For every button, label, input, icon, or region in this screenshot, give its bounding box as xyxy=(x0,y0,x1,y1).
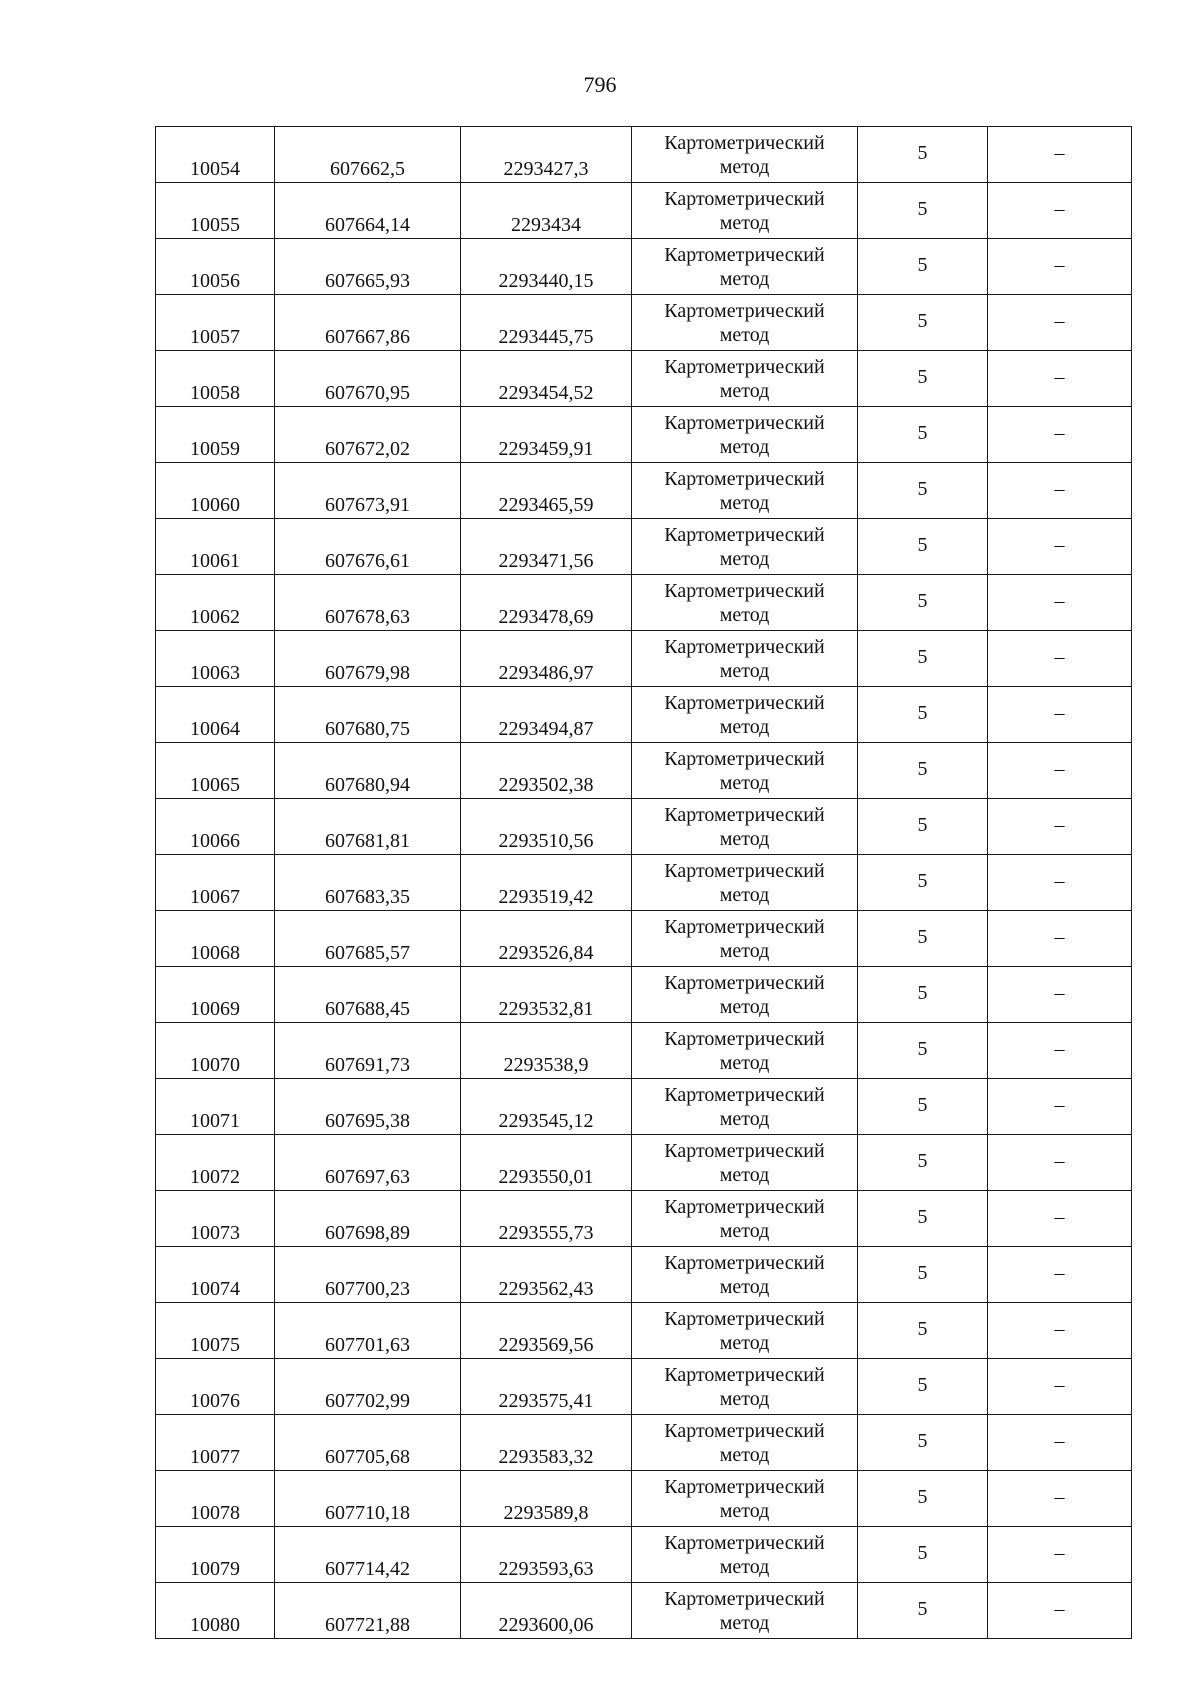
x-coordinate-cell: 607698,89 xyxy=(275,1191,461,1247)
x-coordinate-cell: 607664,14 xyxy=(275,183,461,239)
note-cell: – xyxy=(988,295,1132,351)
method-line-2: метод xyxy=(719,659,770,682)
error-cell: 5 xyxy=(858,351,988,407)
method-line-1: Картометрический xyxy=(664,915,825,938)
error-cell: 5 xyxy=(858,799,988,855)
method-line-2: метод xyxy=(719,883,770,906)
method-line-1: Картометрический xyxy=(664,1419,825,1442)
table-row xyxy=(156,239,1132,295)
method-cell xyxy=(632,1079,858,1135)
note-cell: – xyxy=(988,799,1132,855)
method-line-1: Картометрический xyxy=(664,971,825,994)
method-cell xyxy=(632,575,858,631)
table-row xyxy=(156,631,1132,687)
y-coordinate-cell: 2293440,15 xyxy=(461,239,632,295)
note-cell: – xyxy=(988,407,1132,463)
note-cell: – xyxy=(988,351,1132,407)
method-line-2: метод xyxy=(719,1107,770,1130)
error-cell: 5 xyxy=(858,911,988,967)
point-number-cell: 10077 xyxy=(156,1415,275,1471)
error-cell: 5 xyxy=(858,575,988,631)
point-number-cell: 10071 xyxy=(156,1079,275,1135)
method-cell xyxy=(632,1415,858,1471)
method-line-2: метод xyxy=(719,435,770,458)
point-number-cell: 10078 xyxy=(156,1471,275,1527)
table-row xyxy=(156,687,1132,743)
method-line-2: метод xyxy=(719,155,770,178)
x-coordinate-cell: 607662,5 xyxy=(275,127,461,183)
x-coordinate-cell: 607670,95 xyxy=(275,351,461,407)
method-cell xyxy=(632,631,858,687)
x-coordinate-cell: 607700,23 xyxy=(275,1247,461,1303)
x-coordinate-cell: 607688,45 xyxy=(275,967,461,1023)
point-number-cell: 10066 xyxy=(156,799,275,855)
note-cell: – xyxy=(988,1583,1132,1639)
error-cell: 5 xyxy=(858,855,988,911)
error-cell: 5 xyxy=(858,1191,988,1247)
method-line-1: Картометрический xyxy=(664,1587,825,1610)
method-line-1: Картометрический xyxy=(664,579,825,602)
table-row xyxy=(156,911,1132,967)
method-line-1: Картометрический xyxy=(664,187,825,210)
error-cell: 5 xyxy=(858,1583,988,1639)
table-row xyxy=(156,1079,1132,1135)
point-number-cell: 10073 xyxy=(156,1191,275,1247)
method-cell xyxy=(632,1023,858,1079)
point-number-cell: 10072 xyxy=(156,1135,275,1191)
table-row xyxy=(156,463,1132,519)
error-cell: 5 xyxy=(858,127,988,183)
method-line-2: метод xyxy=(719,1163,770,1186)
method-line-1: Картометрический xyxy=(664,1251,825,1274)
error-cell: 5 xyxy=(858,967,988,1023)
method-cell xyxy=(632,799,858,855)
method-line-2: метод xyxy=(719,715,770,738)
method-line-2: метод xyxy=(719,1387,770,1410)
table-row xyxy=(156,743,1132,799)
coordinates-table-body xyxy=(156,127,1132,1639)
table-row xyxy=(156,1135,1132,1191)
error-cell: 5 xyxy=(858,1303,988,1359)
y-coordinate-cell: 2293510,56 xyxy=(461,799,632,855)
error-cell: 5 xyxy=(858,1527,988,1583)
y-coordinate-cell: 2293502,38 xyxy=(461,743,632,799)
note-cell: – xyxy=(988,1303,1132,1359)
table-row xyxy=(156,127,1132,183)
point-number-cell: 10056 xyxy=(156,239,275,295)
y-coordinate-cell: 2293600,06 xyxy=(461,1583,632,1639)
point-number-cell: 10055 xyxy=(156,183,275,239)
x-coordinate-cell: 607680,94 xyxy=(275,743,461,799)
note-cell: – xyxy=(988,1471,1132,1527)
note-cell: – xyxy=(988,127,1132,183)
note-cell: – xyxy=(988,687,1132,743)
point-number-cell: 10070 xyxy=(156,1023,275,1079)
method-line-2: метод xyxy=(719,491,770,514)
note-cell: – xyxy=(988,1359,1132,1415)
table-row xyxy=(156,351,1132,407)
method-cell xyxy=(632,687,858,743)
point-number-cell: 10075 xyxy=(156,1303,275,1359)
point-number-cell: 10062 xyxy=(156,575,275,631)
y-coordinate-cell: 2293478,69 xyxy=(461,575,632,631)
method-cell xyxy=(632,1247,858,1303)
note-cell: – xyxy=(988,911,1132,967)
x-coordinate-cell: 607665,93 xyxy=(275,239,461,295)
method-line-1: Картометрический xyxy=(664,243,825,266)
error-cell: 5 xyxy=(858,1247,988,1303)
table-row xyxy=(156,1359,1132,1415)
method-cell xyxy=(632,127,858,183)
point-number-cell: 10080 xyxy=(156,1583,275,1639)
method-line-1: Картометрический xyxy=(664,467,825,490)
method-cell xyxy=(632,911,858,967)
table-row xyxy=(156,855,1132,911)
method-line-2: метод xyxy=(719,1555,770,1578)
note-cell: – xyxy=(988,855,1132,911)
y-coordinate-cell: 2293545,12 xyxy=(461,1079,632,1135)
method-line-1: Картометрический xyxy=(664,803,825,826)
x-coordinate-cell: 607702,99 xyxy=(275,1359,461,1415)
note-cell: – xyxy=(988,1135,1132,1191)
point-number-cell: 10076 xyxy=(156,1359,275,1415)
error-cell: 5 xyxy=(858,1471,988,1527)
method-line-1: Картометрический xyxy=(664,523,825,546)
method-line-1: Картометрический xyxy=(664,691,825,714)
error-cell: 5 xyxy=(858,631,988,687)
note-cell: – xyxy=(988,239,1132,295)
note-cell: – xyxy=(988,1079,1132,1135)
method-cell xyxy=(632,1135,858,1191)
point-number-cell: 10061 xyxy=(156,519,275,575)
x-coordinate-cell: 607701,63 xyxy=(275,1303,461,1359)
method-line-1: Картометрический xyxy=(664,131,825,154)
method-cell xyxy=(632,967,858,1023)
method-line-2: метод xyxy=(719,323,770,346)
x-coordinate-cell: 607676,61 xyxy=(275,519,461,575)
table-row xyxy=(156,799,1132,855)
note-cell: – xyxy=(988,463,1132,519)
method-line-2: метод xyxy=(719,1051,770,1074)
error-cell: 5 xyxy=(858,407,988,463)
method-cell xyxy=(632,1191,858,1247)
note-cell: – xyxy=(988,631,1132,687)
y-coordinate-cell: 2293593,63 xyxy=(461,1527,632,1583)
error-cell: 5 xyxy=(858,519,988,575)
table-row xyxy=(156,295,1132,351)
point-number-cell: 10057 xyxy=(156,295,275,351)
method-line-2: метод xyxy=(719,939,770,962)
y-coordinate-cell: 2293550,01 xyxy=(461,1135,632,1191)
y-coordinate-cell: 2293538,9 xyxy=(461,1023,632,1079)
note-cell: – xyxy=(988,1527,1132,1583)
point-number-cell: 10059 xyxy=(156,407,275,463)
table-row xyxy=(156,1471,1132,1527)
y-coordinate-cell: 2293532,81 xyxy=(461,967,632,1023)
x-coordinate-cell: 607714,42 xyxy=(275,1527,461,1583)
x-coordinate-cell: 607679,98 xyxy=(275,631,461,687)
x-coordinate-cell: 607685,57 xyxy=(275,911,461,967)
note-cell: – xyxy=(988,1191,1132,1247)
table-row xyxy=(156,519,1132,575)
point-number-cell: 10063 xyxy=(156,631,275,687)
x-coordinate-cell: 607667,86 xyxy=(275,295,461,351)
method-line-2: метод xyxy=(719,995,770,1018)
method-cell xyxy=(632,407,858,463)
page-number: 796 xyxy=(583,72,617,97)
point-number-cell: 10068 xyxy=(156,911,275,967)
y-coordinate-cell: 2293583,32 xyxy=(461,1415,632,1471)
method-line-1: Картометрический xyxy=(664,1027,825,1050)
method-line-2: метод xyxy=(719,211,770,234)
method-line-2: метод xyxy=(719,379,770,402)
coordinates-table xyxy=(155,126,1132,1639)
method-line-2: метод xyxy=(719,771,770,794)
table-row xyxy=(156,407,1132,463)
method-cell xyxy=(632,1471,858,1527)
table-row xyxy=(156,575,1132,631)
y-coordinate-cell: 2293427,3 xyxy=(461,127,632,183)
y-coordinate-cell: 2293445,75 xyxy=(461,295,632,351)
method-line-1: Картометрический xyxy=(664,355,825,378)
y-coordinate-cell: 2293471,56 xyxy=(461,519,632,575)
method-line-1: Картометрический xyxy=(664,1531,825,1554)
table-row xyxy=(156,1303,1132,1359)
x-coordinate-cell: 607710,18 xyxy=(275,1471,461,1527)
method-cell xyxy=(632,519,858,575)
method-line-2: метод xyxy=(719,1275,770,1298)
x-coordinate-cell: 607681,81 xyxy=(275,799,461,855)
point-number-cell: 10065 xyxy=(156,743,275,799)
y-coordinate-cell: 2293459,91 xyxy=(461,407,632,463)
y-coordinate-cell: 2293454,52 xyxy=(461,351,632,407)
method-cell xyxy=(632,1527,858,1583)
point-number-cell: 10060 xyxy=(156,463,275,519)
method-line-2: метод xyxy=(719,603,770,626)
x-coordinate-cell: 607691,73 xyxy=(275,1023,461,1079)
y-coordinate-cell: 2293562,43 xyxy=(461,1247,632,1303)
table-row xyxy=(156,1527,1132,1583)
method-line-2: метод xyxy=(719,547,770,570)
method-line-1: Картометрический xyxy=(664,1475,825,1498)
method-cell xyxy=(632,239,858,295)
error-cell: 5 xyxy=(858,687,988,743)
method-cell xyxy=(632,1303,858,1359)
error-cell: 5 xyxy=(858,295,988,351)
method-cell xyxy=(632,351,858,407)
y-coordinate-cell: 2293575,41 xyxy=(461,1359,632,1415)
table-row xyxy=(156,1583,1132,1639)
x-coordinate-cell: 607680,75 xyxy=(275,687,461,743)
method-line-1: Картометрический xyxy=(664,1139,825,1162)
method-line-2: метод xyxy=(719,1611,770,1634)
error-cell: 5 xyxy=(858,1359,988,1415)
note-cell: – xyxy=(988,967,1132,1023)
note-cell: – xyxy=(988,743,1132,799)
table-row xyxy=(156,1247,1132,1303)
note-cell: – xyxy=(988,575,1132,631)
point-number-cell: 10069 xyxy=(156,967,275,1023)
method-line-2: метод xyxy=(719,1443,770,1466)
error-cell: 5 xyxy=(858,183,988,239)
error-cell: 5 xyxy=(858,743,988,799)
y-coordinate-cell: 2293494,87 xyxy=(461,687,632,743)
y-coordinate-cell: 2293434 xyxy=(461,183,632,239)
method-line-1: Картометрический xyxy=(664,299,825,322)
method-line-2: метод xyxy=(719,1331,770,1354)
y-coordinate-cell: 2293569,56 xyxy=(461,1303,632,1359)
method-line-1: Картометрический xyxy=(664,1307,825,1330)
error-cell: 5 xyxy=(858,1023,988,1079)
method-line-1: Картометрический xyxy=(664,1083,825,1106)
point-number-cell: 10067 xyxy=(156,855,275,911)
method-line-1: Картометрический xyxy=(664,635,825,658)
error-cell: 5 xyxy=(858,239,988,295)
method-cell xyxy=(632,295,858,351)
point-number-cell: 10074 xyxy=(156,1247,275,1303)
y-coordinate-cell: 2293486,97 xyxy=(461,631,632,687)
error-cell: 5 xyxy=(858,1079,988,1135)
table-row xyxy=(156,967,1132,1023)
table-row xyxy=(156,1023,1132,1079)
y-coordinate-cell: 2293589,8 xyxy=(461,1471,632,1527)
method-line-1: Картометрический xyxy=(664,1363,825,1386)
point-number-cell: 10058 xyxy=(156,351,275,407)
x-coordinate-cell: 607673,91 xyxy=(275,463,461,519)
x-coordinate-cell: 607697,63 xyxy=(275,1135,461,1191)
point-number-cell: 10054 xyxy=(156,127,275,183)
error-cell: 5 xyxy=(858,1135,988,1191)
x-coordinate-cell: 607721,88 xyxy=(275,1583,461,1639)
y-coordinate-cell: 2293555,73 xyxy=(461,1191,632,1247)
method-cell xyxy=(632,183,858,239)
note-cell: – xyxy=(988,1247,1132,1303)
method-line-2: метод xyxy=(719,1219,770,1242)
table-row xyxy=(156,1415,1132,1471)
table-row xyxy=(156,183,1132,239)
point-number-cell: 10079 xyxy=(156,1527,275,1583)
y-coordinate-cell: 2293526,84 xyxy=(461,911,632,967)
x-coordinate-cell: 607683,35 xyxy=(275,855,461,911)
y-coordinate-cell: 2293465,59 xyxy=(461,463,632,519)
note-cell: – xyxy=(988,183,1132,239)
x-coordinate-cell: 607695,38 xyxy=(275,1079,461,1135)
error-cell: 5 xyxy=(858,463,988,519)
method-line-1: Картометрический xyxy=(664,411,825,434)
method-line-1: Картометрический xyxy=(664,747,825,770)
point-number-cell: 10064 xyxy=(156,687,275,743)
method-cell xyxy=(632,1359,858,1415)
method-cell xyxy=(632,1583,858,1639)
method-line-1: Картометрический xyxy=(664,859,825,882)
x-coordinate-cell: 607672,02 xyxy=(275,407,461,463)
note-cell: – xyxy=(988,1023,1132,1079)
table-row xyxy=(156,1191,1132,1247)
method-line-2: метод xyxy=(719,267,770,290)
method-line-2: метод xyxy=(719,1499,770,1522)
method-cell xyxy=(632,743,858,799)
x-coordinate-cell: 607705,68 xyxy=(275,1415,461,1471)
method-line-1: Картометрический xyxy=(664,1195,825,1218)
x-coordinate-cell: 607678,63 xyxy=(275,575,461,631)
y-coordinate-cell: 2293519,42 xyxy=(461,855,632,911)
method-line-2: метод xyxy=(719,827,770,850)
method-cell xyxy=(632,463,858,519)
error-cell: 5 xyxy=(858,1415,988,1471)
note-cell: – xyxy=(988,1415,1132,1471)
method-cell xyxy=(632,855,858,911)
note-cell: – xyxy=(988,519,1132,575)
